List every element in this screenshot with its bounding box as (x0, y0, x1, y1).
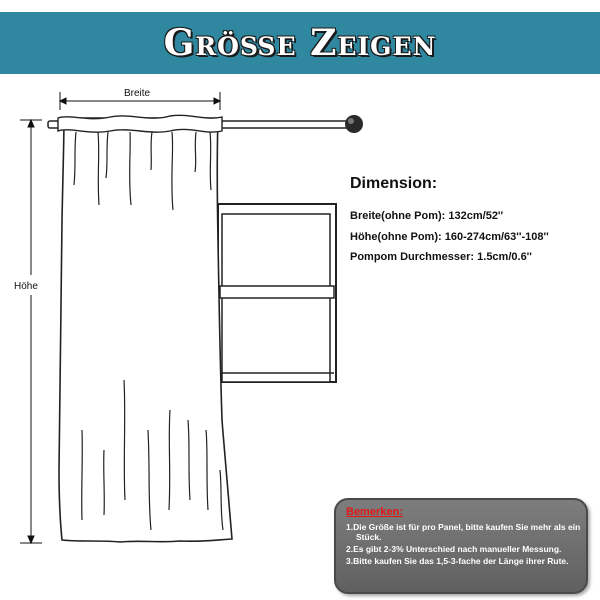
width-label: Breite (124, 88, 151, 99)
spec-height: Höhe(ohne Pom): 160-274cm/63''-108'' (350, 231, 549, 243)
notes-list (346, 522, 582, 568)
height-label: Höhe (14, 281, 38, 292)
spec-pompom-diameter: Pompom Durchmesser: 1.5cm/0.6'' (350, 251, 532, 263)
notes-box (334, 498, 588, 594)
rod-finial-icon (345, 115, 363, 133)
notes-title: Bemerken: (346, 506, 403, 518)
spec-width: Breite(ohne Pom): 132cm/52'' (350, 210, 504, 222)
window-frame (218, 204, 336, 382)
note-item: 2.Es gibt 2-3% Unterschied nach manueller Messung. (346, 544, 562, 554)
curtain-panel (58, 115, 232, 542)
note-item: 1.Die Größe ist für pro Panel, bitte kaufen Sie mehr als ein Stück. (346, 522, 581, 542)
dimension-heading: Dimension: (350, 175, 438, 192)
height-dimension-line (20, 120, 42, 543)
note-item: 3.Bitte kaufen Sie das 1,5-3-fache der Länge ihrer Rute. (346, 556, 569, 566)
banner-title: Größe Zeigen (163, 22, 437, 64)
